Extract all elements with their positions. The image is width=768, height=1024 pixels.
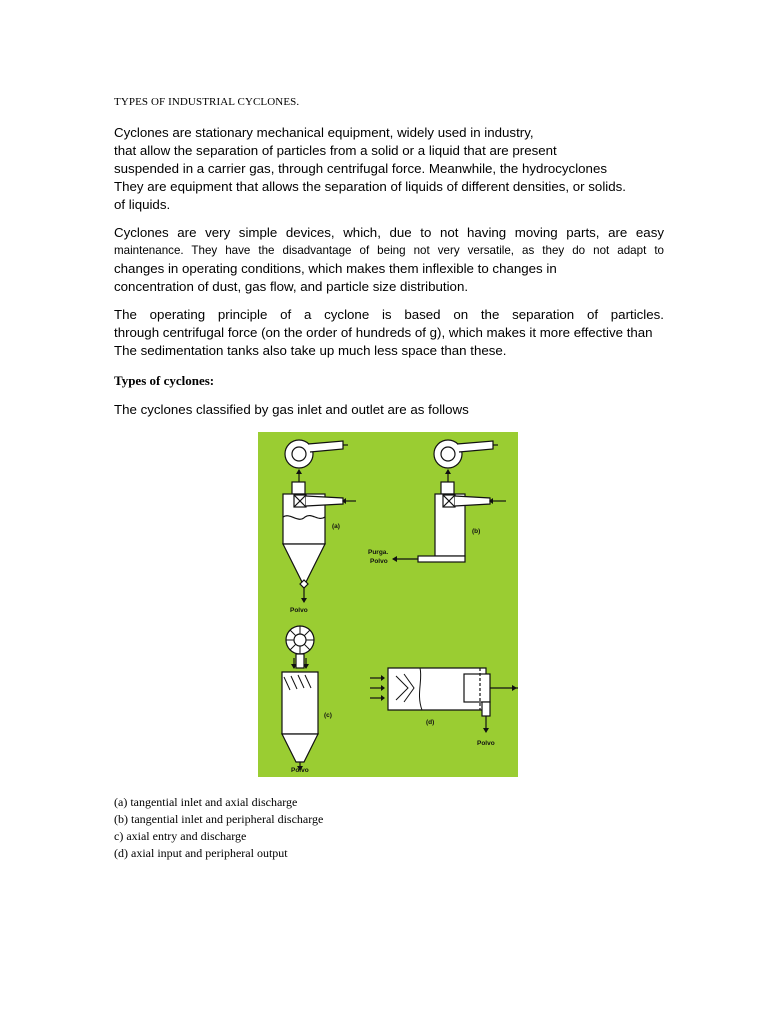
- section-subheading: Types of cyclones:: [114, 373, 215, 388]
- figure-captions: [114, 794, 323, 862]
- label-d: (d): [426, 719, 435, 726]
- cyclone-d: [370, 668, 518, 733]
- paragraph-line: changes in operating conditions, which makes them inflexible to changes in: [114, 261, 557, 276]
- paragraph-line: Cyclones are stationary mechanical equipment, widely used in industry,: [114, 125, 534, 140]
- label-polvo-a: Polvo: [290, 607, 308, 614]
- caption-line: (b) tangential inlet and peripheral discharge: [114, 812, 324, 826]
- label-polvo-b: Polvo: [370, 558, 388, 565]
- paragraph-line: Cyclones are very simple devices, which, due to not having moving parts, are easy: [114, 225, 664, 240]
- cyclone-b: [392, 440, 506, 562]
- paragraph-line: suspended in a carrier gas, through centrifugal force. Meanwhile, the hydrocyclones: [114, 161, 607, 176]
- cyclone-a: [283, 440, 356, 603]
- caption-line: (d) axial input and peripheral output: [114, 846, 288, 860]
- paragraph-1: [114, 124, 664, 214]
- label-polvo-d: Polvo: [477, 740, 495, 747]
- figure-intro: [114, 401, 664, 419]
- document-heading: TYPES OF INDUSTRIAL CYCLONES.: [114, 96, 300, 108]
- paragraph-line: concentration of dust, gas flow, and particle size distribution.: [114, 279, 469, 294]
- label-c: (c): [324, 712, 332, 719]
- caption-line: c) axial entry and discharge: [114, 829, 247, 843]
- cyclone-types-figure: [258, 432, 518, 777]
- label-a: (a): [332, 523, 340, 530]
- cyclone-diagram: [258, 432, 518, 777]
- paragraph-line: of liquids.: [114, 197, 171, 212]
- figure-intro-text: The cyclones classified by gas inlet and outlet are as follows: [114, 402, 469, 417]
- cyclone-c: [282, 626, 318, 771]
- paragraph-line: The sedimentation tanks also take up much less space than these.: [114, 343, 507, 358]
- label-purga: Purga.: [368, 549, 389, 556]
- paragraph-line: maintenance. They have the disadvantage of being not very versatile, as they do not adapt to: [114, 244, 664, 257]
- paragraph-line: through centrifugal force (on the order of hundreds of g), which makes it more effective than: [114, 325, 653, 340]
- paragraph-line: They are equipment that allows the separation of liquids of different densities, or solids.: [114, 179, 626, 194]
- paragraph-2: [114, 224, 664, 296]
- paragraph-3: [114, 306, 664, 360]
- paragraph-line: that allow the separation of particles from a solid or a liquid that are present: [114, 143, 557, 158]
- label-polvo-c: Polvo: [291, 767, 309, 774]
- caption-line: (a) tangential inlet and axial discharge: [114, 795, 298, 809]
- label-b: (b): [472, 528, 481, 535]
- paragraph-line: The operating principle of a cyclone is based on the separation of particles.: [114, 307, 664, 322]
